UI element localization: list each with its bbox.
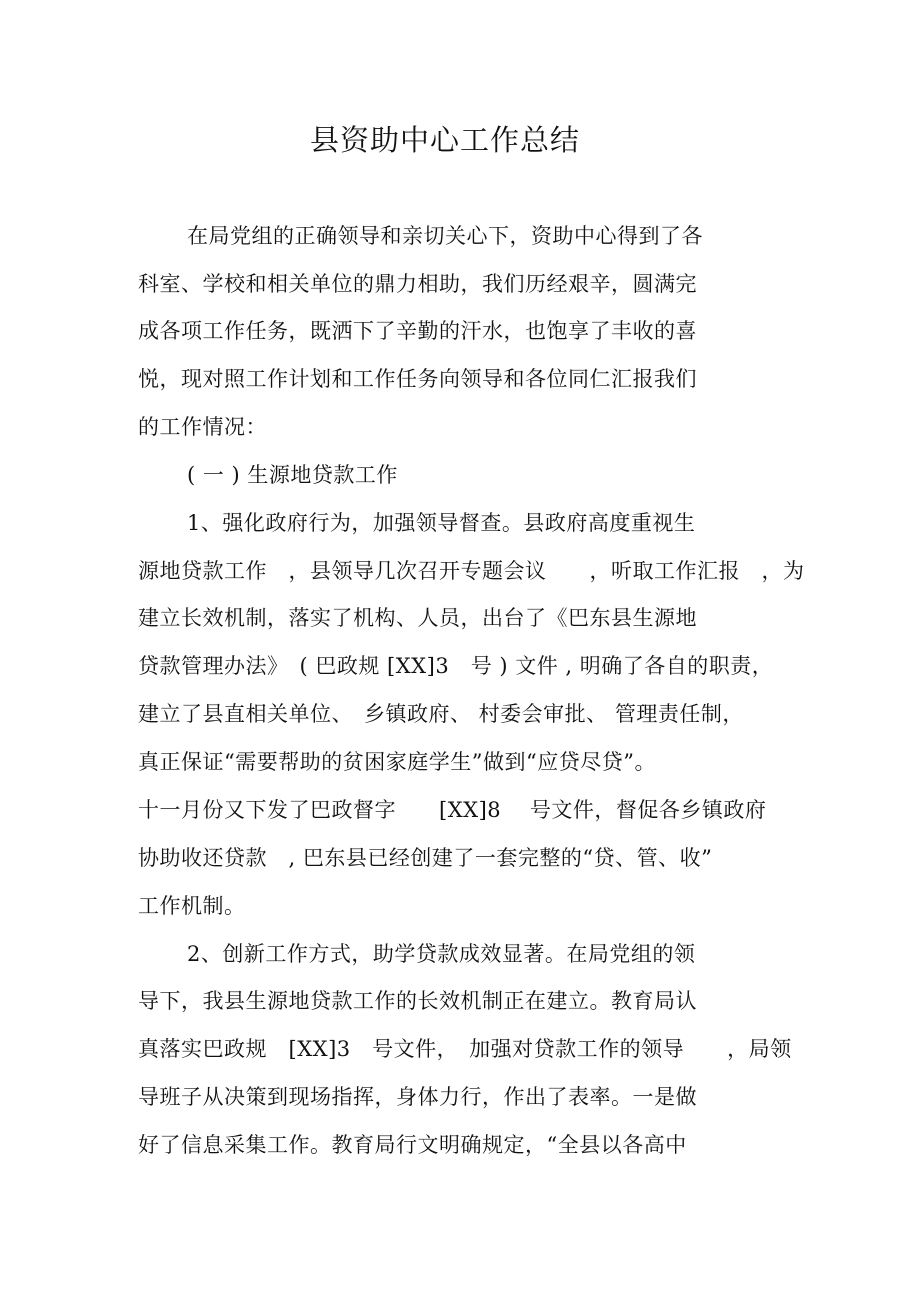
- paragraph-line: 协助收还贷款 , 巴东县已经创建了一套完整的“贷、管、收”: [138, 846, 713, 870]
- paragraph-line: 的工作情况：: [138, 415, 267, 439]
- paragraph-line: 成各项工作任务，既洒下了辛勤的汗水，也饱享了丰收的喜: [138, 319, 697, 343]
- paragraph-line: 十一月份又下发了巴政督字 [XX]8 号文件，督促各乡镇政府: [138, 798, 767, 822]
- paragraph-line: 工作机制。: [138, 894, 246, 918]
- paragraph-line: 1、强化政府行为，加强领导督查。县政府高度重视生: [187, 511, 696, 535]
- section-heading: ( 一 ) 生源地贷款工作: [187, 463, 398, 487]
- paragraph-line: 2、创新工作方式，助学贷款成效显著。在局党组的领: [187, 942, 696, 966]
- paragraph-line: 真正保证“需要帮助的贫困家庭学生”做到“应贷尽贷”。: [138, 750, 656, 774]
- paragraph-line: 建立长效机制，落实了机构、人员，出台了《巴东县生源地: [138, 606, 697, 630]
- paragraph-line: 真落实巴政规 [XX]3 号文件， 加强对贷款工作的领导 ，局领: [138, 1037, 792, 1061]
- document-title: 县资助中心工作总结: [309, 123, 580, 157]
- paragraph-line: 源地贷款工作 ，县领导几次召开专题会议 ，听取工作汇报 ，为: [138, 559, 805, 583]
- paragraph-line: 科室、学校和相关单位的鼎力相助，我们历经艰辛，圆满完: [138, 272, 697, 296]
- paragraph-line: 在局党组的正确领导和亲切关心下，资助中心得到了各: [187, 224, 703, 248]
- paragraph-line: 导班子从决策到现场指挥，身体力行，作出了表率。一是做: [138, 1085, 697, 1109]
- paragraph-line: 好了信息采集工作。教育局行文明确规定，“全县以各高中: [138, 1133, 687, 1157]
- paragraph-line: 导下，我县生源地贷款工作的长效机制正在建立。教育局认: [138, 989, 697, 1013]
- paragraph-line: 悦，现对照工作计划和工作任务向领导和各位同仁汇报我们: [138, 367, 697, 391]
- paragraph-line: 贷款管理办法》 ( 巴政规 [XX]3 号 ) 文件 , 明确了各自的职责，: [138, 654, 774, 678]
- paragraph-line: 建立了县直相关单位、 乡镇政府、 村委会审批、 管理责任制，: [138, 702, 744, 726]
